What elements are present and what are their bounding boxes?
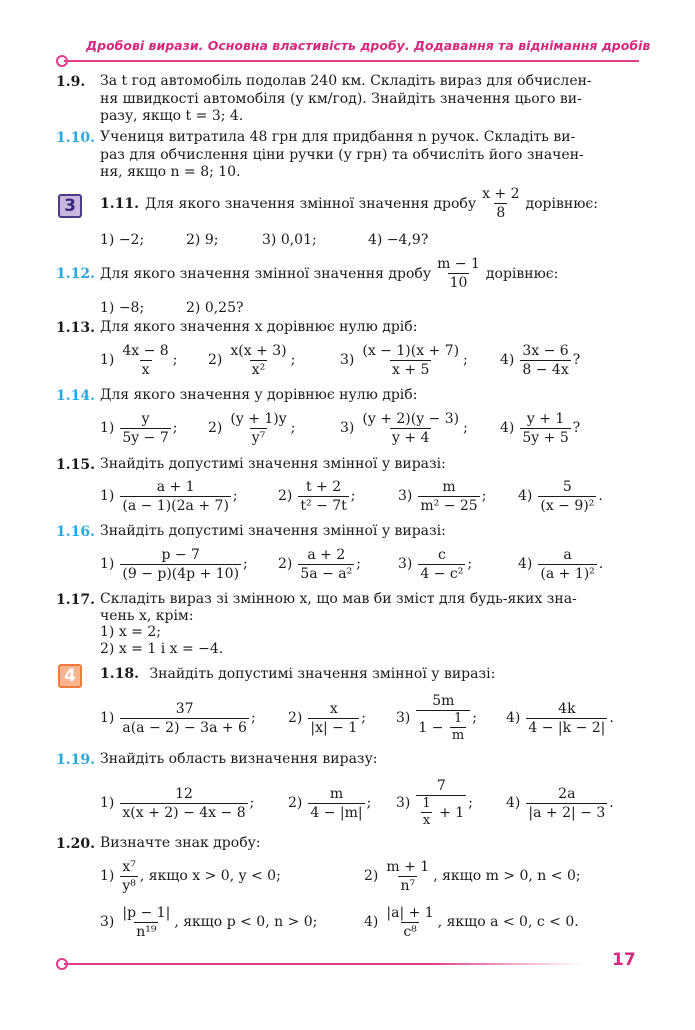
page-number: 17 [612, 950, 636, 970]
fraction-numerator: y [141, 410, 150, 427]
expression-item [340, 340, 468, 380]
fraction [418, 479, 479, 514]
fraction-numerator: 3x − 6 [522, 342, 569, 359]
fraction-numerator: 5 [562, 478, 572, 495]
item-label: 4) [518, 488, 533, 504]
fraction-numerator: a + 1 [156, 478, 195, 495]
item-label: 3) [100, 914, 115, 930]
problem-number-1-19: 1.19. [56, 752, 95, 768]
item-condition: , якщо x > 0, y < 0; [139, 868, 281, 884]
items-1-19 [100, 772, 640, 834]
item-end: ; [290, 420, 296, 436]
fraction-denominator: a(a − 2) − 3a + 6 [122, 719, 247, 736]
fraction [120, 411, 170, 446]
fraction [526, 786, 607, 821]
item-label: 4) [500, 420, 515, 436]
fraction-denominator: m² − 25 [420, 497, 478, 514]
fraction-1-11 [480, 186, 521, 221]
expression-item [340, 408, 468, 448]
item-condition: , якщо m > 0, n < 0; [433, 868, 581, 884]
item-label: 3) [340, 352, 355, 368]
fraction-numerator: m − 1 [437, 256, 480, 272]
item-label: 4) [500, 352, 515, 368]
fraction [520, 343, 570, 378]
fraction [416, 778, 466, 828]
item-end: . [609, 710, 614, 726]
item-end: ; [350, 488, 356, 504]
item-label: 3) [396, 710, 411, 726]
expression-item [100, 772, 254, 834]
expression-item [208, 408, 295, 448]
problem-text-1-11: Для якого значення змінної значення дробу [144, 195, 477, 212]
fraction-denominator: 8 [496, 205, 506, 221]
problem-number-1-10: 1.10. [56, 130, 95, 146]
fraction-denominator: 10 [449, 275, 468, 291]
fraction-numerator: c [437, 546, 446, 563]
item-end: ; [468, 795, 473, 811]
fraction-numerator: 2a [558, 785, 576, 802]
fraction-denominator: x [422, 813, 431, 828]
page-header-title: Дробові вирази. Основна властивість дробу. Додавання та віднімання дробів [86, 38, 651, 53]
item-label: 2) [278, 556, 293, 572]
item-end: ; [243, 556, 248, 572]
fraction-numerator: 5m [432, 693, 455, 709]
expression-item [506, 688, 614, 748]
item-label: 2) [278, 488, 293, 504]
fraction-numerator: 37 [175, 700, 194, 717]
fraction-numerator: m + 1 [386, 858, 430, 875]
problem-1-18 [100, 666, 495, 682]
expression-item [518, 544, 603, 584]
item-end: ; [172, 352, 178, 368]
item-end: . [598, 488, 603, 504]
item-label: 1) [100, 868, 115, 884]
fraction-numerator: |p − 1| [122, 904, 171, 921]
fraction [526, 701, 607, 736]
fraction-numerator: a + 2 [307, 546, 346, 563]
fraction [120, 859, 138, 894]
item-end: ; [361, 710, 366, 726]
option-1-11-1: 1) −2; [100, 232, 145, 248]
item-end: ; [250, 710, 256, 726]
difficulty-badge-4: 4 [58, 664, 82, 688]
header-rule [64, 60, 639, 62]
fraction [120, 701, 249, 736]
problem-text-1-12: Для якого значення змінної значення дробу [100, 265, 432, 282]
fraction [384, 905, 435, 940]
item-label: 4) [506, 795, 521, 811]
problem-text-1-17: Складіть вираз зі змінною x, що мав би зміст для будь-яких зна- чень x, крім: 1) x = 2; 2) x = 1 і x = −4. [100, 591, 577, 657]
item-end: ? [572, 420, 581, 436]
item-label: 4) [364, 914, 379, 930]
fraction-numerator: (y + 1)y [230, 410, 287, 427]
item-end: ; [472, 710, 477, 726]
expression-item [100, 408, 177, 448]
fraction-denominator: 5y − 7 [122, 429, 169, 446]
fraction-denominator: t² − 7t [300, 497, 347, 514]
expression-item [100, 688, 256, 748]
item-label: 2) [288, 795, 303, 811]
fraction-numerator: 4k [558, 700, 576, 717]
fraction-denominator: |a + 2| − 3 [528, 804, 606, 821]
item-end: ; [366, 795, 372, 811]
problem-text-1-15: Знайдіть допустимі значення змінної у виразі: [100, 456, 446, 472]
item-end: ; [356, 556, 361, 572]
fraction-numerator: x [329, 700, 338, 717]
item-label: 1) [100, 488, 115, 504]
item-label: 3) [396, 795, 411, 811]
expression-item [396, 772, 473, 834]
item-end: ; [467, 556, 473, 572]
difficulty-badge-3: 3 [58, 194, 82, 218]
fraction [120, 343, 170, 378]
expression-item [208, 340, 295, 380]
item-end: . [598, 556, 604, 572]
fraction [298, 547, 354, 582]
fraction-denominator: 4 − |k − 2| [528, 719, 606, 736]
fraction [538, 547, 596, 582]
fraction-denominator: x(x + 2) − 4x − 8 [122, 804, 246, 821]
fraction-denominator: (a − 1)(2a + 7) [122, 497, 229, 514]
item-label: 1) [100, 352, 115, 368]
expression-item [500, 340, 580, 380]
fraction-numerator: y + 1 [526, 410, 565, 427]
fraction [228, 343, 288, 378]
items-1-20-row-2 [100, 902, 640, 942]
items-1-20-row-1 [100, 856, 640, 896]
problem-text-1-13: Для якого значення x дорівнює нулю дріб: [100, 319, 418, 335]
problem-1-11 [100, 186, 598, 221]
fraction [298, 479, 348, 514]
fraction [450, 712, 466, 743]
item-label: 2) [288, 710, 303, 726]
fraction-denominator: 4 − c² [420, 565, 464, 582]
expression-item [100, 856, 281, 896]
expression-item [278, 544, 361, 584]
fraction [420, 797, 432, 828]
fraction-denominator: x² [251, 361, 266, 378]
fraction-numerator: 7 [436, 778, 446, 794]
fraction-denominator: 5a − a² [300, 565, 353, 582]
fraction-numerator: 1 [453, 711, 463, 726]
problem-text-1-20: Визначте знак дробу: [100, 835, 261, 851]
fraction [360, 411, 461, 446]
items-1-13 [100, 340, 640, 380]
fraction-denominator [416, 710, 470, 743]
option-1-11-3: 3) 0,01; [262, 232, 317, 248]
item-end: ; [232, 488, 238, 504]
item-label: 3) [398, 488, 413, 504]
problem-text-1-10: Учениця витратила 48 грн для придбання n ручок. Складіть ви- раз для обчислення ціни ручки (у грн) та обчисліть його значен- ня, якщо n = 8; 10. [100, 129, 584, 180]
expression-item [518, 476, 603, 516]
problem-number-1-15: 1.15. [56, 457, 95, 473]
fraction [538, 479, 596, 514]
fraction-denominator: c⁸ [403, 923, 417, 940]
fraction-numerator: |a| + 1 [386, 904, 434, 921]
option-1-12-2: 2) 0,25? [186, 300, 244, 316]
item-label: 3) [340, 420, 355, 436]
expression-item [506, 772, 614, 834]
expression-item [278, 476, 356, 516]
item-label: 1) [100, 420, 115, 436]
problem-number-1-9: 1.9. [56, 74, 86, 90]
fraction-numerator: x⁷ [122, 858, 136, 875]
fraction-denominator: |x| − 1 [310, 719, 358, 736]
fraction-denominator: y + 4 [392, 429, 430, 446]
fraction [120, 786, 247, 821]
item-end: ; [290, 352, 296, 368]
item-end: ; [463, 420, 468, 436]
fraction [418, 547, 465, 582]
expression-item [398, 544, 472, 584]
fraction-denominator: 4 − |m| [310, 804, 363, 821]
problem-number-1-20: 1.20. [56, 836, 95, 852]
expression-item [288, 772, 371, 834]
item-end: ? [572, 352, 581, 368]
item-end: . [609, 795, 614, 811]
problem-number-1-11: 1.11. [100, 195, 139, 212]
item-label: 1) [100, 556, 115, 572]
problem-text-1-19: Знайдіть область визначення виразу: [100, 751, 378, 767]
problem-number-1-12: 1.12. [56, 265, 95, 282]
item-label: 4) [518, 556, 533, 572]
item-condition: , якщо p < 0, n > 0; [174, 914, 318, 930]
fraction-denominator [416, 795, 466, 828]
item-label: 1) [100, 795, 115, 811]
problem-1-12 [56, 256, 558, 291]
item-label: 2) [364, 868, 379, 884]
expression-item [100, 902, 317, 942]
item-end: ; [172, 420, 178, 436]
expression-item [398, 476, 486, 516]
items-1-18 [100, 688, 640, 748]
fraction-denominator: (9 − p)(4p + 10) [122, 565, 240, 582]
fraction-numerator: t + 2 [305, 478, 342, 495]
fraction-numerator: 12 [175, 785, 193, 802]
option-1-11-2: 2) 9; [186, 232, 219, 248]
item-end: ; [481, 488, 487, 504]
item-label: 4) [506, 710, 521, 726]
expression-item [500, 408, 580, 448]
fraction-denominator: n⁷ [400, 877, 416, 894]
item-label: 1) [100, 710, 115, 726]
fraction-numerator: a [563, 546, 572, 563]
items-1-14 [100, 408, 640, 448]
expression-item [100, 340, 177, 380]
problem-tail-1-12: дорівнює: [485, 265, 559, 282]
expression-item [100, 476, 238, 516]
fraction-numerator: 1 [422, 796, 431, 811]
fraction-numerator: x(x + 3) [230, 342, 287, 359]
problem-text-1-9: За t год автомобіль подолав 240 км. Складіть вираз для обчислен- ня швидкості автомобіля (у км/год). Знайдіть значення цього ви- разу, якщо t = 3; 4. [100, 73, 592, 124]
fraction-denominator: y⁷ [251, 429, 266, 446]
fraction-numerator: m [442, 478, 456, 495]
items-1-16 [100, 544, 640, 584]
fraction-denominator: 5y + 5 [522, 429, 569, 446]
expression-item [364, 856, 581, 896]
fraction-denominator: x [141, 361, 150, 378]
fraction [308, 786, 364, 821]
fraction [120, 905, 172, 940]
problem-number-1-17: 1.17. [56, 592, 95, 608]
problem-text-1-14: Для якого значення y дорівнює нулю дріб: [100, 387, 418, 403]
option-1-11-4: 4) −4,9? [368, 232, 429, 248]
fraction-numerator: m [329, 785, 344, 802]
fraction-numerator: 4x − 8 [122, 342, 169, 359]
expression-item [364, 902, 579, 942]
fraction-numerator: (y + 2)(y − 3) [362, 410, 460, 427]
fraction [120, 547, 241, 582]
problem-tail-1-11: дорівнює: [525, 195, 598, 212]
option-1-12-1: 1) −8; [100, 300, 145, 316]
fraction [384, 859, 431, 894]
fraction-denominator: y⁸ [122, 877, 136, 894]
problem-number-1-16: 1.16. [56, 524, 95, 540]
fraction-1-12 [435, 256, 482, 291]
fraction-numerator: (x − 1)(x + 7) [362, 342, 460, 359]
fraction-denominator: n¹⁹ [136, 923, 157, 940]
problem-text-1-18: Знайдіть допустимі значення змінної у виразі: [149, 666, 496, 682]
problem-number-1-14: 1.14. [56, 388, 95, 404]
problem-text-1-16: Знайдіть допустимі значення змінної у виразі: [100, 523, 446, 539]
items-1-15 [100, 476, 640, 516]
fraction [308, 701, 359, 736]
item-label: 2) [208, 352, 223, 368]
expression-item [288, 688, 366, 748]
fraction-numerator: x + 2 [482, 186, 520, 202]
fraction-denominator: x + 5 [392, 361, 430, 378]
fraction-denominator: 8 − 4x [522, 361, 569, 378]
fraction-denominator: (a + 1)² [540, 565, 595, 582]
problem-number-1-13: 1.13. [56, 320, 95, 336]
expression-item [396, 688, 477, 748]
fraction [228, 411, 288, 446]
item-condition: , якщо a < 0, c < 0. [437, 914, 579, 930]
denominator-prefix: 1 − [418, 719, 448, 736]
denominator-suffix: + 1 [434, 804, 465, 821]
fraction [416, 693, 470, 743]
item-end: ; [249, 795, 255, 811]
fraction-denominator: (x − 9)² [540, 497, 595, 514]
item-end: ; [463, 352, 468, 368]
fraction [120, 479, 231, 514]
fraction [520, 411, 570, 446]
item-label: 2) [208, 420, 223, 436]
problem-number-1-18: 1.18. [100, 666, 139, 682]
footer-rule [64, 963, 584, 965]
expression-item [100, 544, 248, 584]
item-label: 3) [398, 556, 413, 572]
fraction [360, 343, 461, 378]
fraction-numerator: p − 7 [161, 546, 200, 563]
fraction-denominator: m [451, 728, 465, 743]
